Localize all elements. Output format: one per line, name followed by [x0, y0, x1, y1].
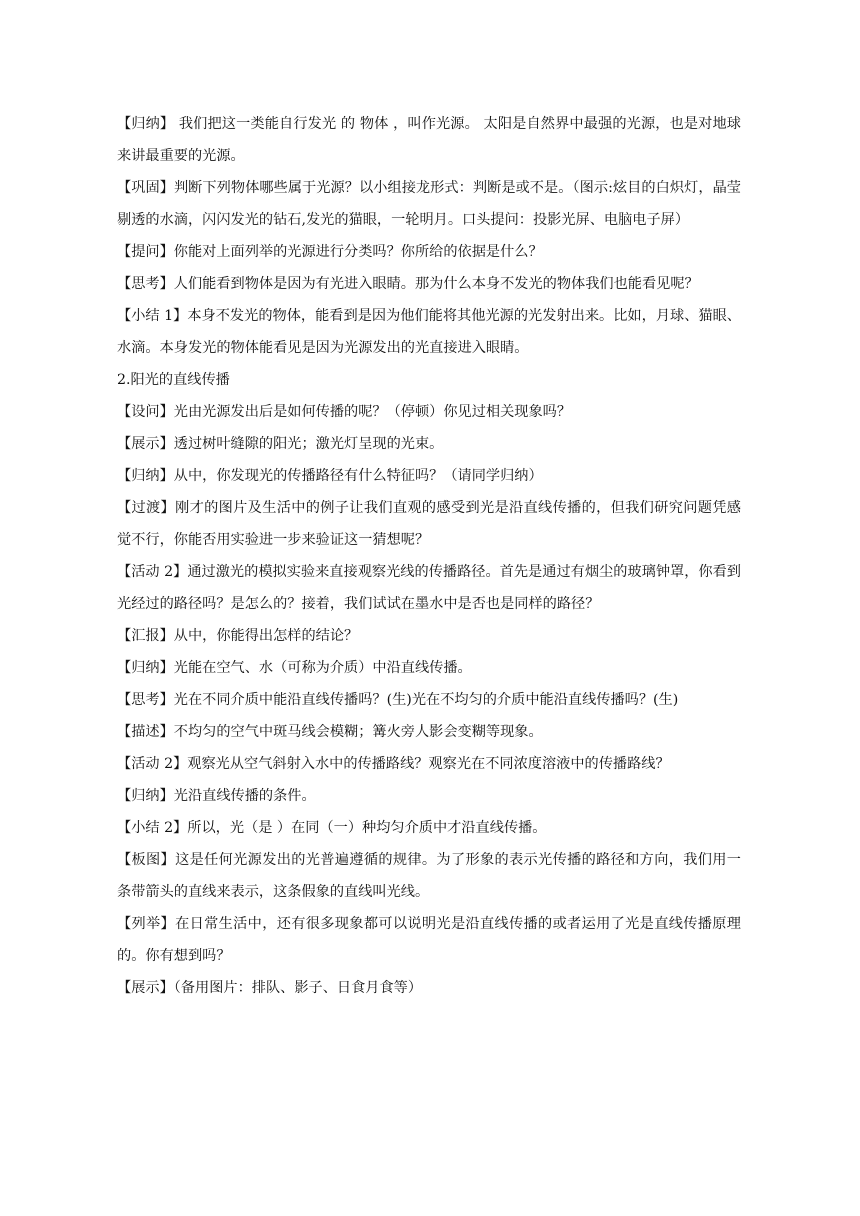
- paragraph-report: 【汇报】从中，你能得出怎样的结论？: [117, 628, 359, 644]
- paragraph-summary-light-source: 【归纳】 我们把这一类能自行发光 的 物体 ，叫作光源。 太阳是自然界中最强的光源，也是对地球来讲最重要的光源。: [117, 116, 741, 164]
- paragraph-question-classify: 【提问】你能对上面列举的光源进行分类吗？你所给的依据是什么？: [117, 244, 543, 260]
- paragraph-summary-2: 【小结 2】所以，光（是 ）在同（一）种均匀介质中才沿直线传播。: [117, 820, 547, 836]
- paragraph-summary-medium: 【归纳】光能在空气、水（可称为介质）中沿直线传播。: [117, 660, 472, 676]
- paragraph-activity-laser: 【活动 2】通过激光的模拟实验来直接观察光线的传播路径。首先是通过有烟尘的玻璃钟罩，你看到光经过的路径吗？是怎么的？接着，我们试试在墨水中是否也是同样的路径？: [117, 564, 741, 612]
- paragraph-summary-conditions: 【归纳】光沿直线传播的条件。: [117, 788, 316, 804]
- paragraph-show-backup-images: 【展示】（备用图片：排队、影子、日食月食等）: [117, 980, 423, 996]
- paragraph-think-media: 【思考】光在不同介质中能沿直线传播吗？(生)光在不均匀的介质中能沿直线传播吗？(生): [117, 692, 679, 708]
- paragraph-summary-path-feature: 【归纳】从中，你发现光的传播路径有什么特征吗？（请同学归纳）: [117, 468, 543, 484]
- document-body: [117, 108, 741, 1004]
- section-heading-linear-propagation: 2.阳光的直线传播: [117, 372, 230, 388]
- paragraph-describe-phenomena: 【描述】不均匀的空气中斑马线会模糊；篝火旁人影会变糊等现象。: [117, 724, 543, 740]
- paragraph-consolidate: 【巩固】判断下列物体哪些属于光源？以小组接龙形式：判断是或不是。（图示:炫目的白炽灯，晶莹剔透的水滴，闪闪发光的钻石,发光的猫眼，一轮明月。口头提问：投影光屏、电脑电子屏）: [117, 180, 741, 228]
- paragraph-show-beams: 【展示】透过树叶缝隙的阳光；激光灯呈现的光束。: [117, 436, 444, 452]
- paragraph-summary-1: 【小结 1】本身不发光的物体，能看到是因为他们能将其他光源的光发射出来。比如，月球、猫眼、水滴。本身发光的物体能看见是因为光源发出的光直接进入眼睛。: [117, 308, 741, 356]
- paragraph-transition: 【过渡】刚才的图片及生活中的例子让我们直观的感受到光是沿直线传播的，但我们研究问题凭感觉不行，你能否用实验进一步来验证这一猜想呢？: [117, 500, 741, 548]
- paragraph-list-examples: 【列举】在日常生活中，还有很多现象都可以说明光是沿直线传播的或者运用了光是直线传播原理的。你有想到吗？: [117, 916, 741, 964]
- paragraph-activity-observe: 【活动 2】观察光从空气斜射入水中的传播路线？观察光在不同浓度溶液中的传播路线？: [117, 756, 670, 772]
- paragraph-think-see-objects: 【思考】人们能看到物体是因为有光进入眼睛。那为什么本身不发光的物体我们也能看见呢？: [117, 276, 699, 292]
- paragraph-ask-propagation: 【设问】光由光源发出后是如何传播的呢？（停顿）你见过相关现象吗？: [117, 404, 572, 420]
- paragraph-board-diagram: 【板图】这是任何光源发出的光普遍遵循的规律。为了形象的表示光传播的路径和方向，我们用一条带箭头的直线来表示，这条假象的直线叫光线。: [117, 852, 741, 900]
